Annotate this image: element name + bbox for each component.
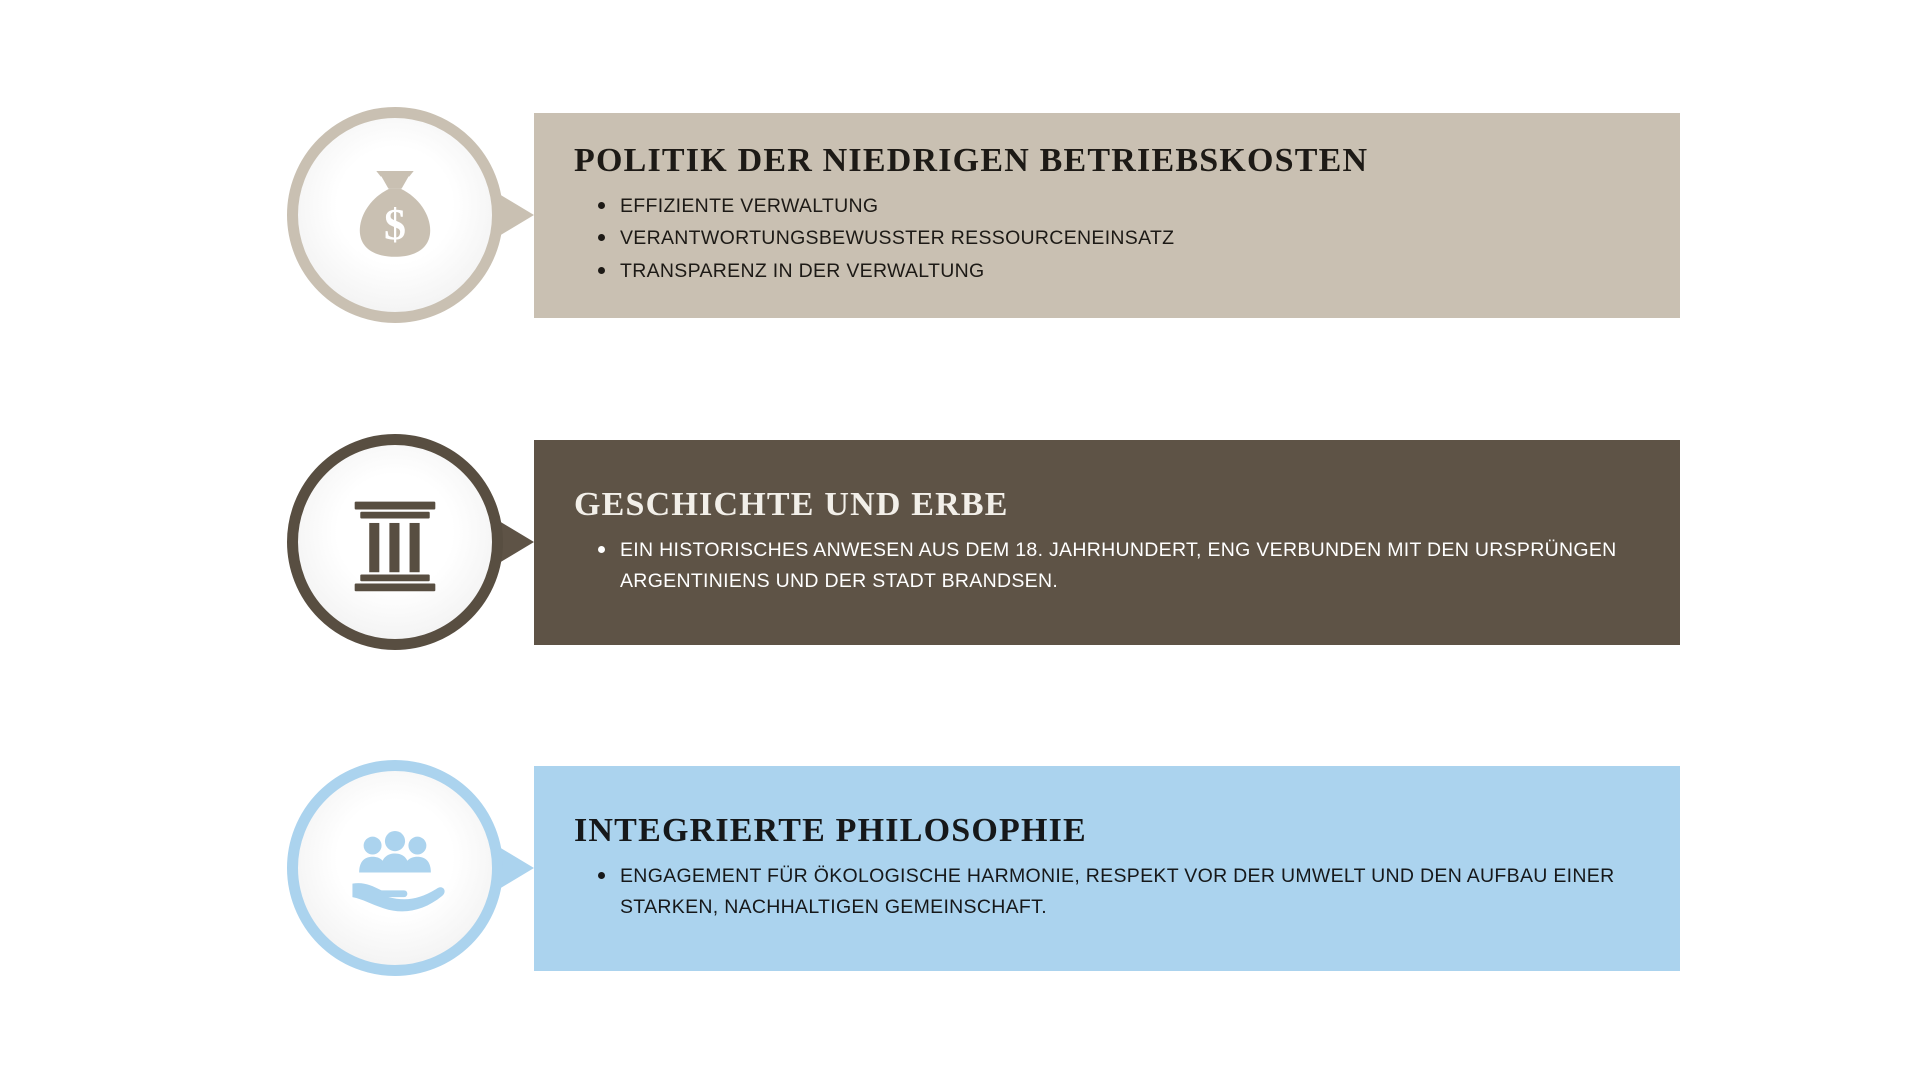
- list-item: EIN HISTORISCHES ANWESEN AUS DEM 18. JAHRHUNDERT, ENG VERBUNDEN MIT DEN URSPRÜNGEN ARGENTINIENS UND DER STADT BRANDSEN.: [620, 534, 1630, 596]
- hand-holding-people-icon: [339, 812, 451, 924]
- section-history-heritage: [280, 432, 1680, 652]
- section-title: INTEGRIERTE PHILOSOPHIE: [574, 812, 1087, 850]
- icon-circle: [287, 107, 503, 323]
- content-bar: [534, 766, 1680, 971]
- list-item: ENGAGEMENT FÜR ÖKOLOGISCHE HARMONIE, RESPEKT VOR DER UMWELT UND DEN AUFBAU EINER STARKEN, NACHHALTIGEN GEMEINSCHAFT.: [620, 860, 1630, 922]
- svg-text:$: $: [384, 200, 406, 250]
- bullet-list: [574, 860, 1640, 922]
- classical-column-icon: [339, 486, 451, 598]
- section-integrated-philosophy: [280, 758, 1680, 978]
- icon-circle: [287, 760, 503, 976]
- section-title: GESCHICHTE UND ERBE: [574, 486, 1009, 524]
- money-bag-icon: [340, 160, 450, 270]
- bullet-list: [574, 190, 1640, 287]
- bullet-list: [574, 534, 1640, 596]
- content-bar: [534, 113, 1680, 318]
- icon-circle: [287, 434, 503, 650]
- content-bar: [534, 440, 1680, 645]
- icon-badge-community: [280, 753, 510, 983]
- icon-badge-money-bag: [280, 100, 510, 330]
- list-item: TRANSPARENZ IN DER VERWALTUNG: [620, 255, 1630, 287]
- section-low-operating-costs: [280, 105, 1680, 325]
- icon-badge-column: [280, 427, 510, 657]
- list-item: VERANTWORTUNGSBEWUSSTER RESSOURCENEINSATZ: [620, 222, 1630, 254]
- section-title: POLITIK DER NIEDRIGEN BETRIEBSKOSTEN: [574, 142, 1369, 180]
- list-item: EFFIZIENTE VERWALTUNG: [620, 190, 1630, 222]
